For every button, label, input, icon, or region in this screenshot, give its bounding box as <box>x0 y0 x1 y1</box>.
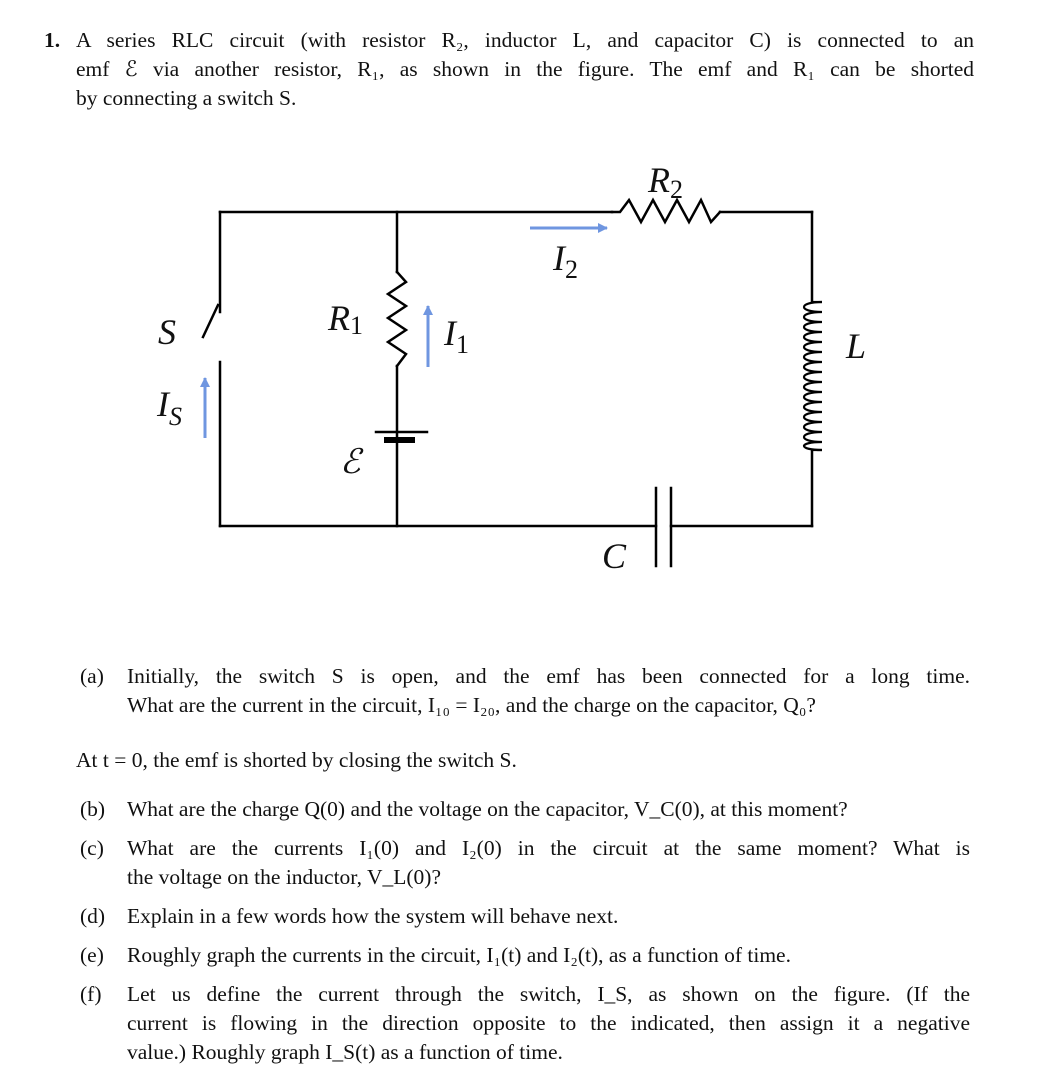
part-a-label: (a) <box>80 664 104 688</box>
part-b <box>80 795 970 824</box>
part-e-line-1: Roughly graph the currents in the circuit, I₁(t) and I₂(t), as a function of time. <box>127 943 791 967</box>
switch-blade <box>203 305 218 337</box>
label-emf: ℰ <box>340 444 361 481</box>
part-d-line-1: Explain in a few words how the system will behave next. <box>127 904 619 928</box>
circuit-diagram <box>0 140 1042 600</box>
transition-text: At t = 0, the emf is shorted by closing the switch S. <box>76 748 517 772</box>
intro-line-1: A series RLC circuit (with resistor R₂, inductor L, and capacitor C) is connected to an <box>76 28 974 52</box>
label-i2: $I_2$ <box>553 238 578 284</box>
label-capacitor: C <box>602 536 627 576</box>
inductor-coil <box>804 302 822 450</box>
problem-intro <box>76 26 974 113</box>
part-e-label: (e) <box>80 943 104 967</box>
intro-line-2: emf ℰ via another resistor, R₁, as shown in the figure. The emf and R₁ can be shorted <box>76 57 974 81</box>
resistor-r1 <box>388 272 406 366</box>
problem-statement <box>44 26 974 113</box>
part-c-line-1: What are the currents I₁(0) and I₂(0) in the circuit at the same moment? What is <box>127 836 970 860</box>
part-b-label: (b) <box>80 797 106 821</box>
label-inductor: L <box>846 326 867 366</box>
part-a-line-1: Initially, the switch S is open, and the emf has been connected for a long time. <box>127 664 970 688</box>
part-f-line-1: Let us define the current through the switch, I_S, as shown on the figure. (If the <box>127 982 970 1006</box>
part-f <box>80 980 970 1067</box>
intro-line-3: by connecting a switch S. <box>76 86 297 110</box>
battery-short-plate <box>384 437 415 443</box>
label-switch: S <box>158 312 176 352</box>
label-i1: $I_1$ <box>444 313 469 359</box>
part-c <box>80 834 970 892</box>
problem-number: 1. <box>44 28 61 52</box>
part-f-label: (f) <box>80 982 102 1006</box>
part-c-label: (c) <box>80 836 104 860</box>
resistor-r2 <box>612 200 720 222</box>
part-f-line-2: current is flowing in the direction opposite to the indicated, then assign it a negative <box>127 1011 970 1035</box>
part-d-label: (d) <box>80 904 106 928</box>
part-f-line-3: value.) Roughly graph I_S(t) as a function of time. <box>127 1040 563 1064</box>
label-r1: R1 <box>328 298 363 340</box>
label-is: $I_S$ <box>157 384 182 431</box>
part-a-line-2: What are the current in the circuit, I₁₀ = I₂₀, and the charge on the capacitor, Q₀? <box>127 693 816 717</box>
part-b-line-1: What are the charge Q(0) and the voltage on the capacitor, V_C(0), at this moment? <box>127 797 848 821</box>
part-d <box>80 902 970 931</box>
label-r2: R2 <box>648 160 683 204</box>
part-a <box>80 662 970 720</box>
part-e <box>80 941 970 970</box>
part-c-line-2: the voltage on the inductor, V_L(0)? <box>127 865 441 889</box>
